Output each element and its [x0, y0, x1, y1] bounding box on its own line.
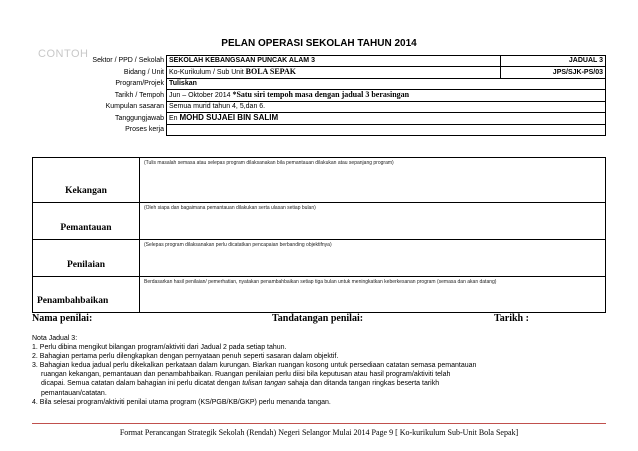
info-value-prefix: En [169, 115, 180, 122]
note-item: 3. Bahagian kedua jadual perlu dikekalkan perkataan dalam kurungan. Biarkan ruangan kosong untuk persediaan catatan semasa pemantauan [32, 362, 477, 370]
footer-rule [32, 423, 606, 424]
note-item: 4. Bila selesai program/aktiviti penilai utama program (KS/PGB/KB/GKP) perlu menanda tangan. [32, 398, 331, 406]
watermark: CONTOH [38, 48, 89, 60]
info-label: Sektor / PPD / Sekolah [58, 56, 167, 67]
note-item: 2. Bahagian pertama perlu dilengkapkan dengan pernyataan penuh seperti sasaran dalam objektif. [32, 353, 339, 361]
info-value: Semua murid tahun 4, 5,dan 6. [167, 102, 606, 113]
info-row-target [58, 102, 606, 113]
assessment-note: (Tulis masalah semasa atau selepas program dilaksanakan bila pemantauan dilakukan atau sepanjang program) [140, 158, 606, 203]
assessment-note: (Selepas program dilaksanakan perlu dicatatkan pencapaian berbanding objektifnya) [140, 240, 606, 277]
info-value-emphasis: BOLA SEPAK [245, 67, 296, 76]
assessment-label: Penambahbaikan [33, 277, 140, 313]
info-value: SEKOLAH KEBANGSAAN PUNCAK ALAM 3 [167, 56, 501, 67]
info-label: Tarikh / Tempoh [58, 90, 167, 102]
page-title: PELAN OPERASI SEKOLAH TAHUN 2014 [221, 38, 417, 49]
info-label: Kumpulan sasaran [58, 102, 167, 113]
page-footer: Format Perancangan Strategik Sekolah (Rendah) Negeri Selangor Mulai 2014 Page 9 [ Ko-kurikulum Sub-Unit Bola Sepak] [119, 428, 519, 437]
info-value-prefix: Jun – Oktober 2014 [169, 92, 233, 99]
info-row-unit [58, 67, 606, 79]
notes-section [32, 334, 606, 407]
note-item-continued [32, 379, 606, 388]
assessor-signature-label: Tandatangan penilai: [272, 313, 364, 324]
info-row-responsible [58, 113, 606, 125]
assessment-label: Pemantauan [33, 203, 140, 240]
reference-code: JPS/SJK-PS/03 [501, 67, 606, 79]
notes-heading: Nota Jadual 3: [32, 335, 78, 342]
note-item-continued: pemantauan/catatan. [41, 389, 107, 397]
info-label: Proses kerja [58, 125, 167, 136]
assessment-label: Kekangan [33, 158, 140, 203]
assessment-row-penilaian [33, 240, 606, 277]
info-value-emphasis: MOHD SUJAEI BIN SALIM [179, 113, 279, 122]
info-table [58, 55, 606, 136]
info-row-process [58, 125, 606, 136]
info-value-emphasis: *Satu siri tempoh masa dengan jadual 3 berasingan [232, 90, 410, 99]
assessment-table [32, 157, 606, 313]
note-text: sahaja dan ditanda tangan ringkas beserta tarikh [285, 380, 440, 388]
assessment-note: (Oleh siapa dan bagaimana pemantauan dilakukan serta ulasan setiap bulan) [140, 203, 606, 240]
assessment-note: Berdasarkan hasil penilaian/ pemerhatian, nyatakan penambahbaikan setiap tiga bulan untuk meningkatkan keberkesanan program (semasa dan akan datang) [140, 277, 606, 313]
note-text: dicapai. Semua catatan dalam bahagian ini perlu dicatat dengan [41, 380, 243, 388]
info-row-program [58, 79, 606, 90]
jadual-code: JADUAL 3 [501, 56, 606, 67]
info-row-sector [58, 56, 606, 67]
info-label: Bidang / Unit [58, 67, 167, 79]
info-label: Tanggungjawab [58, 113, 167, 125]
info-label: Program/Projek [58, 79, 167, 90]
info-value: Tuliskan [167, 79, 606, 90]
note-item: 1. Perlu dibina mengikut bilangan program/aktiviti dari Jadual 2 pada setiap tahun. [32, 344, 287, 352]
note-emphasis: tulisan tangan [242, 380, 286, 388]
info-value-prefix: Ko-Kurikulum / Sub Unit [169, 69, 246, 76]
signature-row [32, 313, 606, 327]
info-value [167, 67, 501, 79]
date-label: Tarikh : [494, 313, 529, 324]
assessment-row-kekangan [33, 158, 606, 203]
assessment-label: Penilaian [33, 240, 140, 277]
assessor-name-label: Nama penilai: [32, 313, 93, 324]
assessment-row-penambahbaikan [33, 277, 606, 313]
note-item-continued: ruangan kekangan, pemantauan dan penambahbaikan. Ruangan penilaian perlu diisi bila keputusan atau hasil program/aktiviti telah [41, 371, 451, 379]
assessment-row-pemantauan [33, 203, 606, 240]
info-value [167, 125, 606, 136]
info-value [167, 113, 606, 125]
info-row-date [58, 90, 606, 102]
info-value [167, 90, 606, 102]
